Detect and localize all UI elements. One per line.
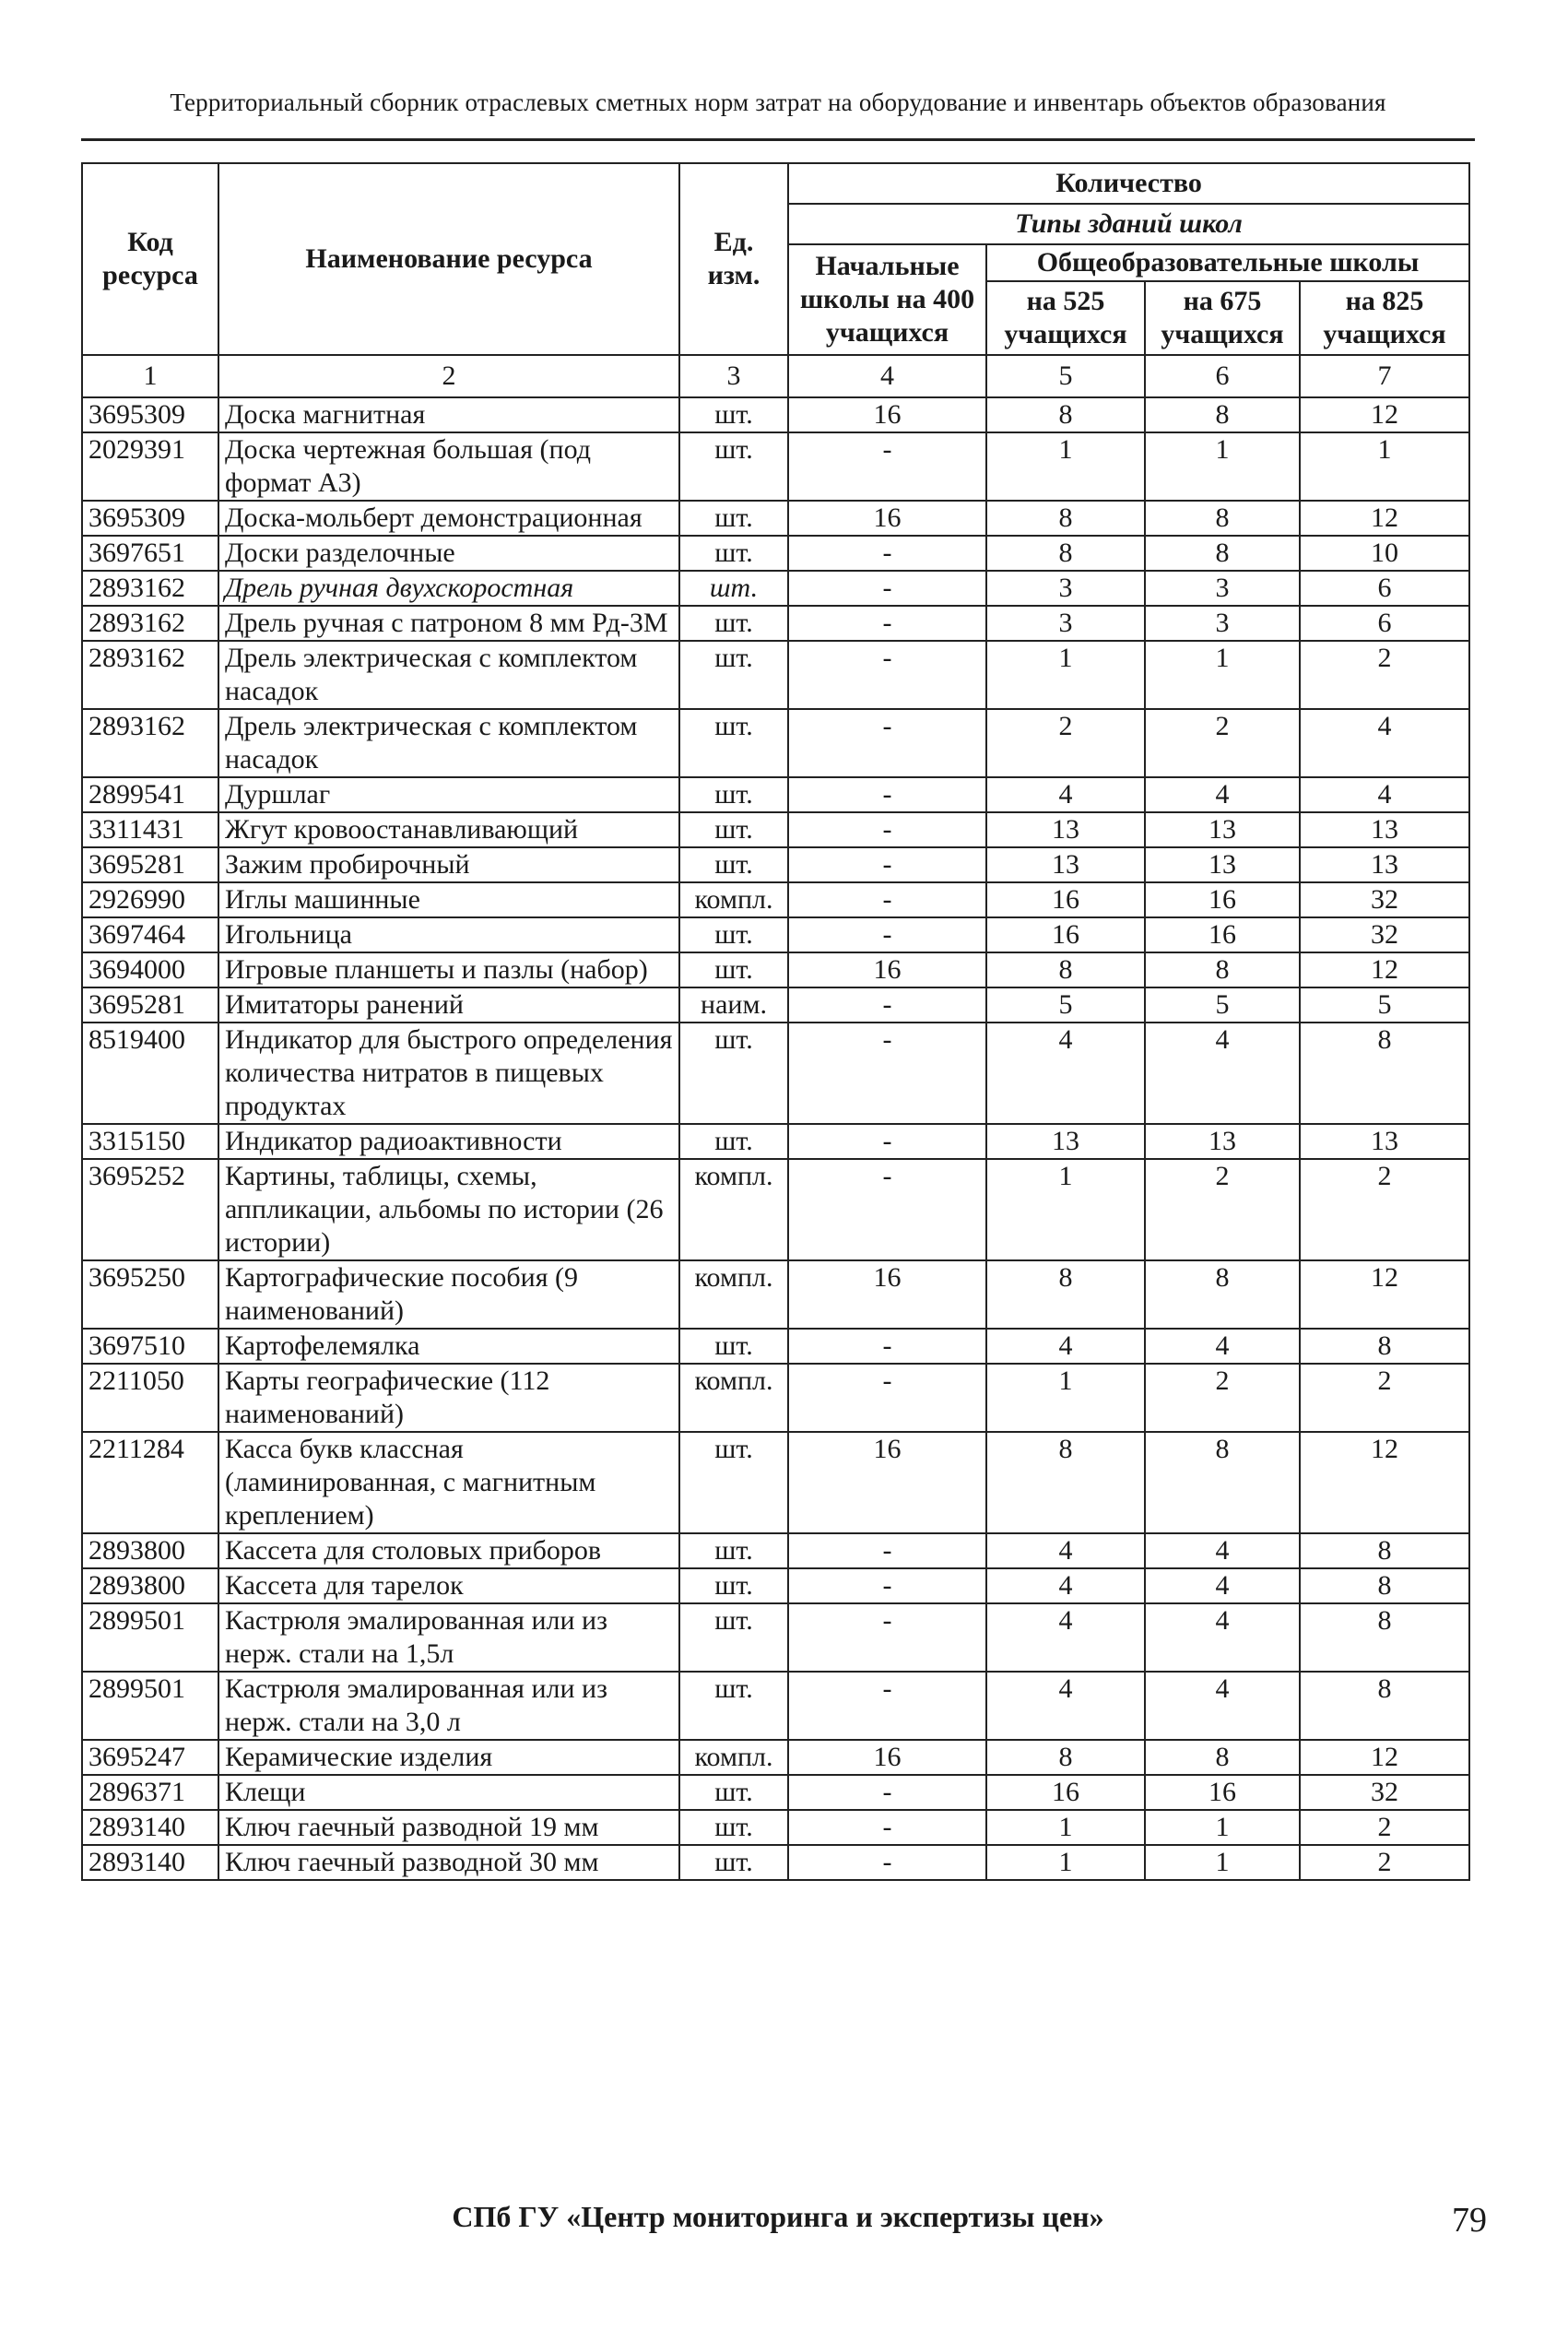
cell-q400: 16 xyxy=(788,1432,986,1533)
col-number: 5 xyxy=(986,355,1145,397)
col-header-name: Наименование ресурса xyxy=(218,163,679,355)
cell-name: Доски разделочные xyxy=(218,536,679,571)
cell-q525: 1 xyxy=(986,1364,1145,1432)
cell-q525: 4 xyxy=(986,1672,1145,1740)
cell-q825: 12 xyxy=(1300,501,1469,536)
header-divider xyxy=(81,138,1475,141)
cell-code: 2211284 xyxy=(82,1432,218,1533)
cell-q675: 1 xyxy=(1145,432,1300,501)
cell-q675: 4 xyxy=(1145,1672,1300,1740)
col-number: 1 xyxy=(82,355,218,397)
table-row xyxy=(82,1672,1469,1740)
cell-q525: 16 xyxy=(986,1775,1145,1810)
cell-q400: - xyxy=(788,1533,986,1568)
table-row xyxy=(82,1810,1469,1845)
cell-name: Клещи xyxy=(218,1775,679,1810)
cell-q525: 5 xyxy=(986,987,1145,1023)
cell-q525: 8 xyxy=(986,1740,1145,1775)
cell-name: Имитаторы ранений xyxy=(218,987,679,1023)
cell-unit: шт. xyxy=(679,847,788,882)
cell-q400: - xyxy=(788,847,986,882)
cell-q400: - xyxy=(788,709,986,777)
cell-code: 3695309 xyxy=(82,501,218,536)
cell-q675: 8 xyxy=(1145,397,1300,432)
cell-q400: - xyxy=(788,812,986,847)
cell-q675: 16 xyxy=(1145,882,1300,917)
cell-q675: 3 xyxy=(1145,606,1300,641)
cell-q675: 13 xyxy=(1145,847,1300,882)
cell-q400: - xyxy=(788,1568,986,1603)
cell-q525: 16 xyxy=(986,882,1145,917)
cell-q675: 4 xyxy=(1145,777,1300,812)
table-row xyxy=(82,917,1469,952)
cell-q675: 4 xyxy=(1145,1533,1300,1568)
cell-code: 2896371 xyxy=(82,1775,218,1810)
cell-q675: 4 xyxy=(1145,1603,1300,1672)
cell-q525: 8 xyxy=(986,397,1145,432)
cell-q400: - xyxy=(788,1810,986,1845)
cell-q825: 8 xyxy=(1300,1672,1469,1740)
cell-name: Жгут кровоостанавливающий xyxy=(218,812,679,847)
cell-unit: шт. xyxy=(679,917,788,952)
page-number: 79 xyxy=(1452,2201,1487,2240)
table-row xyxy=(82,397,1469,432)
cell-q525: 8 xyxy=(986,501,1145,536)
cell-q525: 8 xyxy=(986,1432,1145,1533)
col-header-unit: Ед. изм. xyxy=(679,163,788,355)
cell-q400: - xyxy=(788,1775,986,1810)
cell-unit: компл. xyxy=(679,882,788,917)
cell-unit: компл. xyxy=(679,1159,788,1260)
cell-q525: 13 xyxy=(986,847,1145,882)
cell-q675: 4 xyxy=(1145,1568,1300,1603)
cell-code: 2926990 xyxy=(82,882,218,917)
table-row xyxy=(82,952,1469,987)
table-row xyxy=(82,1329,1469,1364)
cell-q825: 2 xyxy=(1300,1845,1469,1880)
cell-code: 3695252 xyxy=(82,1159,218,1260)
cell-name: Дрель ручная двухскоростная xyxy=(218,571,679,606)
cell-q525: 4 xyxy=(986,1568,1145,1603)
running-header: Территориальный сборник отраслевых сметных норм затрат на оборудование и инвентарь объектов образования xyxy=(170,89,1386,116)
table-row xyxy=(82,571,1469,606)
cell-name: Касса букв классная (ламинированная, с магнитным креплением) xyxy=(218,1432,679,1533)
cell-name: Ключ гаечный разводной 30 мм xyxy=(218,1845,679,1880)
table-row xyxy=(82,812,1469,847)
cell-q825: 10 xyxy=(1300,536,1469,571)
table-row xyxy=(82,847,1469,882)
table-row xyxy=(82,1775,1469,1810)
cell-unit: шт. xyxy=(679,606,788,641)
cell-q400: - xyxy=(788,571,986,606)
footer-organization: СПб ГУ «Центр мониторинга и экспертизы цен» xyxy=(452,2200,1104,2233)
cell-q825: 32 xyxy=(1300,1775,1469,1810)
column-number-row xyxy=(82,355,1469,397)
table-row xyxy=(82,1603,1469,1672)
cell-q400: 16 xyxy=(788,1260,986,1329)
cell-q675: 2 xyxy=(1145,709,1300,777)
cell-code: 2893162 xyxy=(82,641,218,709)
cell-name: Дрель электрическая с комплектом насадок xyxy=(218,709,679,777)
cell-q825: 5 xyxy=(1300,987,1469,1023)
cell-q675: 5 xyxy=(1145,987,1300,1023)
cell-q675: 1 xyxy=(1145,1810,1300,1845)
cell-unit: шт. xyxy=(679,1568,788,1603)
table-row xyxy=(82,882,1469,917)
cell-q525: 8 xyxy=(986,536,1145,571)
cell-q400: - xyxy=(788,1023,986,1124)
cell-q675: 4 xyxy=(1145,1329,1300,1364)
cell-q825: 13 xyxy=(1300,812,1469,847)
cell-unit: компл. xyxy=(679,1740,788,1775)
cell-code: 2893162 xyxy=(82,709,218,777)
cell-q825: 13 xyxy=(1300,1124,1469,1159)
table-row xyxy=(82,641,1469,709)
cell-name: Доска чертежная большая (под формат А3) xyxy=(218,432,679,501)
cell-q825: 12 xyxy=(1300,1740,1469,1775)
cell-q825: 32 xyxy=(1300,882,1469,917)
cell-q525: 8 xyxy=(986,952,1145,987)
cell-q400: - xyxy=(788,1329,986,1364)
cell-q675: 4 xyxy=(1145,1023,1300,1124)
cell-q675: 2 xyxy=(1145,1159,1300,1260)
cell-unit: наим. xyxy=(679,987,788,1023)
cell-q825: 8 xyxy=(1300,1023,1469,1124)
cell-q525: 4 xyxy=(986,777,1145,812)
cell-q525: 1 xyxy=(986,1845,1145,1880)
cell-unit: шт. xyxy=(679,641,788,709)
cell-code: 3695250 xyxy=(82,1260,218,1329)
cell-q675: 8 xyxy=(1145,536,1300,571)
cell-q825: 2 xyxy=(1300,641,1469,709)
cell-q675: 1 xyxy=(1145,1845,1300,1880)
cell-code: 2893140 xyxy=(82,1810,218,1845)
cell-q525: 1 xyxy=(986,1810,1145,1845)
cell-q675: 16 xyxy=(1145,1775,1300,1810)
cell-q400: - xyxy=(788,1364,986,1432)
cell-q675: 8 xyxy=(1145,1432,1300,1533)
table-row xyxy=(82,1845,1469,1880)
cell-q825: 2 xyxy=(1300,1810,1469,1845)
cell-code: 3315150 xyxy=(82,1124,218,1159)
cell-unit: шт. xyxy=(679,1845,788,1880)
cell-name: Дрель ручная с патроном 8 мм Рд-3М xyxy=(218,606,679,641)
cell-q825: 8 xyxy=(1300,1568,1469,1603)
cell-q825: 4 xyxy=(1300,709,1469,777)
cell-q400: 16 xyxy=(788,501,986,536)
cell-q675: 1 xyxy=(1145,641,1300,709)
cell-code: 2899541 xyxy=(82,777,218,812)
col-number: 6 xyxy=(1145,355,1300,397)
cell-q525: 4 xyxy=(986,1023,1145,1124)
cell-code: 2893140 xyxy=(82,1845,218,1880)
cell-unit: шт. xyxy=(679,1432,788,1533)
cell-unit: шт. xyxy=(679,1775,788,1810)
cell-code: 8519400 xyxy=(82,1023,218,1124)
cell-q525: 4 xyxy=(986,1329,1145,1364)
resource-table xyxy=(81,162,1470,1881)
cell-name: Кастрюля эмалированная или из нерж. стали на 3,0 л xyxy=(218,1672,679,1740)
table-row xyxy=(82,606,1469,641)
cell-unit: шт. xyxy=(679,501,788,536)
table-row xyxy=(82,1568,1469,1603)
cell-name: Картины, таблицы, схемы, аппликации, альбомы по истории (26 истории) xyxy=(218,1159,679,1260)
col-header-code: Код ресурса xyxy=(82,163,218,355)
cell-q400: - xyxy=(788,1124,986,1159)
cell-q675: 8 xyxy=(1145,1740,1300,1775)
table-row xyxy=(82,1023,1469,1124)
cell-unit: шт. xyxy=(679,777,788,812)
table-row xyxy=(82,1364,1469,1432)
cell-name: Кастрюля эмалированная или из нерж. стали на 1,5л xyxy=(218,1603,679,1672)
cell-code: 3311431 xyxy=(82,812,218,847)
cell-name: Кассета для столовых приборов xyxy=(218,1533,679,1568)
cell-unit: шт. xyxy=(679,952,788,987)
cell-q825: 4 xyxy=(1300,777,1469,812)
cell-q825: 12 xyxy=(1300,1432,1469,1533)
cell-name: Картофелемялка xyxy=(218,1329,679,1364)
cell-q525: 13 xyxy=(986,812,1145,847)
cell-q825: 12 xyxy=(1300,952,1469,987)
cell-unit: шт. xyxy=(679,812,788,847)
cell-code: 2899501 xyxy=(82,1672,218,1740)
cell-q400: - xyxy=(788,606,986,641)
table-body xyxy=(82,397,1469,1880)
cell-q675: 2 xyxy=(1145,1364,1300,1432)
cell-code: 3697651 xyxy=(82,536,218,571)
table-row xyxy=(82,709,1469,777)
col-number: 7 xyxy=(1300,355,1469,397)
table-row xyxy=(82,1124,1469,1159)
cell-q525: 4 xyxy=(986,1533,1145,1568)
cell-code: 3694000 xyxy=(82,952,218,987)
cell-code: 2893800 xyxy=(82,1533,218,1568)
cell-q525: 13 xyxy=(986,1124,1145,1159)
cell-q525: 3 xyxy=(986,571,1145,606)
cell-name: Картографические пособия (9 наименований) xyxy=(218,1260,679,1329)
cell-code: 2211050 xyxy=(82,1364,218,1432)
col-header-525: на 525 учащихся xyxy=(986,281,1145,355)
cell-q400: - xyxy=(788,432,986,501)
cell-q400: - xyxy=(788,987,986,1023)
cell-q525: 3 xyxy=(986,606,1145,641)
cell-name: Доска-мольберт демонстрационная xyxy=(218,501,679,536)
cell-q825: 12 xyxy=(1300,397,1469,432)
cell-q825: 6 xyxy=(1300,571,1469,606)
col-header-primary: Начальные школы на 400 учащихся xyxy=(788,244,986,355)
cell-q400: - xyxy=(788,1159,986,1260)
cell-q525: 1 xyxy=(986,432,1145,501)
cell-q825: 13 xyxy=(1300,847,1469,882)
cell-name: Индикатор для быстрого определения количества нитратов в пищевых продуктах xyxy=(218,1023,679,1124)
table-row xyxy=(82,501,1469,536)
cell-name: Керамические изделия xyxy=(218,1740,679,1775)
cell-q825: 8 xyxy=(1300,1603,1469,1672)
cell-q400: - xyxy=(788,882,986,917)
table-row xyxy=(82,1260,1469,1329)
col-header-quantity: Количество xyxy=(788,163,1469,204)
cell-unit: шт. xyxy=(679,1672,788,1740)
cell-name: Ключ гаечный разводной 19 мм xyxy=(218,1810,679,1845)
cell-unit: компл. xyxy=(679,1260,788,1329)
cell-q400: - xyxy=(788,777,986,812)
cell-q675: 3 xyxy=(1145,571,1300,606)
table-row xyxy=(82,1533,1469,1568)
cell-q825: 2 xyxy=(1300,1159,1469,1260)
cell-q525: 1 xyxy=(986,641,1145,709)
table-row xyxy=(82,777,1469,812)
cell-name: Доска магнитная xyxy=(218,397,679,432)
cell-code: 2893162 xyxy=(82,606,218,641)
col-header-675: на 675 учащихся xyxy=(1145,281,1300,355)
cell-unit: шт. xyxy=(679,397,788,432)
table-row xyxy=(82,432,1469,501)
cell-q675: 8 xyxy=(1145,1260,1300,1329)
cell-q400: 16 xyxy=(788,952,986,987)
cell-unit: шт. xyxy=(679,1124,788,1159)
table-row xyxy=(82,536,1469,571)
cell-q825: 8 xyxy=(1300,1329,1469,1364)
cell-unit: шт. xyxy=(679,1810,788,1845)
cell-q400: 16 xyxy=(788,1740,986,1775)
cell-q825: 6 xyxy=(1300,606,1469,641)
cell-unit: шт. xyxy=(679,571,788,606)
cell-unit: шт. xyxy=(679,1533,788,1568)
cell-unit: шт. xyxy=(679,432,788,501)
cell-name: Игольница xyxy=(218,917,679,952)
cell-code: 3695309 xyxy=(82,397,218,432)
cell-name: Дрель электрическая с комплектом насадок xyxy=(218,641,679,709)
cell-name: Карты географические (112 наименований) xyxy=(218,1364,679,1432)
col-header-general: Общеобразовательные школы xyxy=(986,244,1469,281)
table-row xyxy=(82,1432,1469,1533)
cell-unit: шт. xyxy=(679,1329,788,1364)
cell-q525: 2 xyxy=(986,709,1145,777)
cell-q525: 4 xyxy=(986,1603,1145,1672)
cell-code: 3697510 xyxy=(82,1329,218,1364)
cell-q675: 8 xyxy=(1145,501,1300,536)
cell-q825: 32 xyxy=(1300,917,1469,952)
cell-code: 3695281 xyxy=(82,987,218,1023)
cell-code: 2893162 xyxy=(82,571,218,606)
table-row xyxy=(82,1740,1469,1775)
cell-q825: 1 xyxy=(1300,432,1469,501)
cell-unit: шт. xyxy=(679,1603,788,1672)
cell-q400: - xyxy=(788,1845,986,1880)
cell-code: 3695247 xyxy=(82,1740,218,1775)
cell-q400: 16 xyxy=(788,397,986,432)
cell-q675: 13 xyxy=(1145,1124,1300,1159)
col-header-types: Типы зданий школ xyxy=(788,204,1469,244)
col-number: 3 xyxy=(679,355,788,397)
cell-name: Иглы машинные xyxy=(218,882,679,917)
cell-q825: 12 xyxy=(1300,1260,1469,1329)
table-row xyxy=(82,1159,1469,1260)
table-row xyxy=(82,987,1469,1023)
cell-q675: 8 xyxy=(1145,952,1300,987)
cell-q525: 16 xyxy=(986,917,1145,952)
cell-q825: 8 xyxy=(1300,1533,1469,1568)
cell-q400: - xyxy=(788,1603,986,1672)
col-number: 2 xyxy=(218,355,679,397)
cell-unit: компл. xyxy=(679,1364,788,1432)
cell-name: Игровые планшеты и пазлы (набор) xyxy=(218,952,679,987)
cell-q400: - xyxy=(788,917,986,952)
col-header-825: на 825 учащихся xyxy=(1300,281,1469,355)
cell-name: Дуршлаг xyxy=(218,777,679,812)
cell-q675: 16 xyxy=(1145,917,1300,952)
cell-code: 2899501 xyxy=(82,1603,218,1672)
cell-q525: 1 xyxy=(986,1159,1145,1260)
cell-code: 3697464 xyxy=(82,917,218,952)
cell-q400: - xyxy=(788,641,986,709)
cell-code: 2029391 xyxy=(82,432,218,501)
cell-name: Кассета для тарелок xyxy=(218,1568,679,1603)
cell-q825: 2 xyxy=(1300,1364,1469,1432)
cell-q400: - xyxy=(788,536,986,571)
cell-name: Зажим пробирочный xyxy=(218,847,679,882)
cell-unit: шт. xyxy=(679,709,788,777)
cell-code: 2893800 xyxy=(82,1568,218,1603)
cell-q525: 8 xyxy=(986,1260,1145,1329)
cell-unit: шт. xyxy=(679,536,788,571)
col-number: 4 xyxy=(788,355,986,397)
cell-name: Индикатор радиоактивности xyxy=(218,1124,679,1159)
cell-code: 3695281 xyxy=(82,847,218,882)
cell-unit: шт. xyxy=(679,1023,788,1124)
cell-q400: - xyxy=(788,1672,986,1740)
cell-q675: 13 xyxy=(1145,812,1300,847)
